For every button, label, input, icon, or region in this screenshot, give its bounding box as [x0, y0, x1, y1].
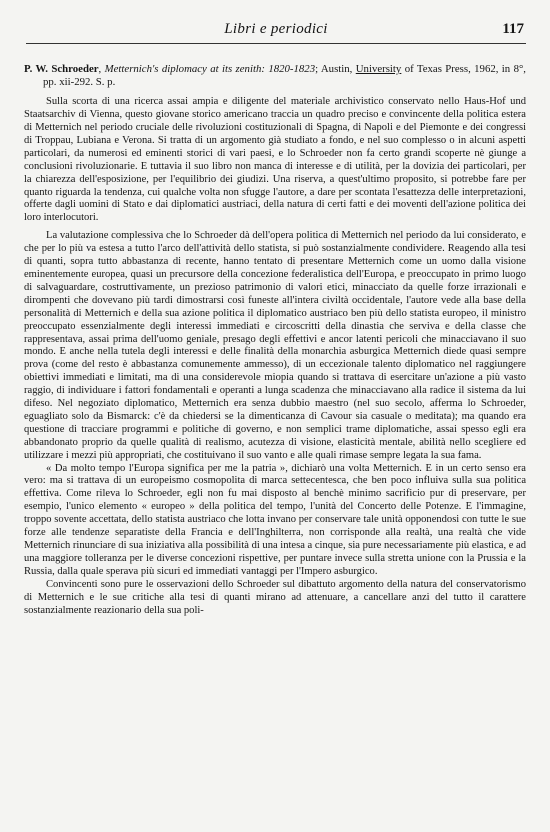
review-body: [24, 63, 526, 617]
paragraph: « Da molto tempo l'Europa significa per me la patria », dichiarò una volta Metternich. E in un certo senso era vero: ma si trattava di un europeismo cosmopolita di marca settecentesca, che ben poco influiva sulla sua politica effettiva. Come rileva lo Schroeder, egli non fu mai disposto al benchè minimo sacrificio pur di preservare, per esempio, l'unico elemento « europeo » della politica del tempo, l'unità del Concerto delle Potenze. E l'immagine, troppo sovente accettata, dello statista austriaco che lotta invano per conservare tale unità opponendosi con tutte le sue forze alle tendenze separatiste della Francia e dell'Inghilterra, non corrisponde alla realtà, una realtà che vide Metternich rinunciare di sua iniziativa alla possibilità di una intesa a cinque, sia pure necessariamente più elastica, e ad una maggiore tolleranza per le diverse concezioni rispettive, per puntare invece sulla stretta unione con la Prussia e la Russia, dalla quale sperava più sicuri ed immediati vantaggi per l'Impero asburgico.: [24, 462, 526, 577]
citation-work-title: Metternich's diplomacy at its zenith: 1820-1823: [104, 63, 316, 75]
page-number: 117: [502, 21, 524, 37]
paragraph: Sulla scorta di una ricerca assai ampia e diligente del materiale archivistico conservato nello Haus-Hof und Staatsarchiv di Vienna, questo giovane storico americano traccia un quadro preciso e convincente della politica estera di Metternich nel periodo cruciale delle rivoluzioni costituzionali di Spagna, di Napoli e del Piemonte e dei congressi di Troppau, Lubiana e Verona. Si tratta di un argomento già studiato a fondo, e nel suo complesso o in alcuni aspetti particolari, da numerosi ed eminenti storici di vari paesi, e lo Schroeder non fa certo grandi scoperte nè giunge a conclusioni rivoluzionarie. E tuttavia il suo libro non manca di interesse e di utilità, per la dovizia dei particolari, per la chiarezza dell'esposizione, per l'equilibrio dei giudizi. Una riserva, a quest'ultimo proposito, si potrebbe fare per quanto riguarda la tendenza, cui qualche volta non sfugge l'autore, a dare per scontata l'esattezza delle interpretazioni, offerte dagli uomini di Stato e dai diplomatici austriaci, della natura di certi fatti e dei moventi dell'azione politica dei loro interlocutori.: [24, 96, 526, 224]
citation-place: ; Austin,: [315, 63, 356, 75]
paragraph: La valutazione complessiva che lo Schroeder dà dell'opera politica di Metternich nel periodo da lui considerato, e che per lo più va estesa a tutto l'arco dell'attività dello statista, si può sostanzialmente condividere. Reagendo alla tesi di quanti, sopra tutto abbastanza di recente, hanno tentato di presentare Metternich come un uomo dalla visione eminentemente europea, quasi un precursore della concezione federalistica dell'Europa, e preoccupato in primo luogo di salvaguardare, costruttivamente, un prezioso patrimonio di valori etici, minacciato da quelle forze irrazionali e dirompenti che dovevano più tardi dimostrarsi così funeste all'intera civiltà occidentale, l'autore vede alla base della personalità di Metternich e della sua azione politica il diplomatico austriaco ben più dello statista europeo, il ministro preoccupato essenzialmente degli interessi immediati e circoscritti della dinastia che serviva e della classe che rappresentava, assai prima dell'uomo geniale, presago degli effettivi e ancor latenti pericoli che minacciavano il suo mondo. E anche nella tutela degli interessi e delle finalità della monarchia asburgica Metternich diede quasi sempre prova (come del resto è abbastanza comunemente ammesso), di un eccezionale talento diplomatico nel raggiungere obiettivi immediati e limitati, ma di una considerevole miopia quando si trattava di esercitare un'azione a più vasto raggio, di individuare i fattori fondamentali e operanti a lunga scadenza che minacciavano alla radice il sistema da lui difeso. Nel negoziato diplomatico, Metternich era senza dubbio maestro (nel suo secolo, afferma lo Schroeder, eguagliato solo da Bismarck: c'è da chiedersi se la dimenticanza di Cavour sia casuale o meditata); ma quando era questione di tracciare programmi e politiche di governo, e non semplici trame diplomatiche, assai spesso egli era abbandonato proprio da quelle qualità di realismo, acutezza di visione, elasticità mentale, abilità nello scegliere ed utilizzare i mezzi più appropriati, che costituivano il suo vanto e alle quali rimase sempre legata la sua fama.: [24, 230, 526, 461]
citation-author: P. W. Schroeder: [24, 63, 99, 75]
header-rule: [26, 43, 526, 44]
running-title: Libri e periodici: [224, 21, 328, 37]
citation-publisher-underlined: University: [355, 63, 402, 75]
citation-separator: ,: [98, 63, 105, 75]
citation-details: of Texas Press, 1962, in 8°, pp. xii-292. S. p.: [43, 63, 526, 89]
paragraph: Convincenti sono pure le osservazioni dello Schroeder sul dibattuto argomento della natura del conservatorismo di Metternich e le sue critiche alla tesi di quanti mirano ad attenuare, a cancellare anzi del tutto il carattere sostanzialmente reazionario della sua poli-: [24, 578, 526, 616]
book-citation: [24, 63, 526, 89]
running-header: [26, 21, 526, 39]
